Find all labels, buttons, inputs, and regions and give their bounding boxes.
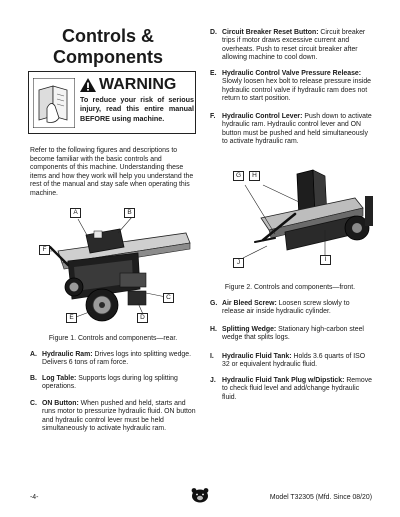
callout-e: E — [66, 313, 77, 323]
item-head: ON Button: — [42, 400, 79, 407]
page-title-line-2: Components — [53, 47, 163, 67]
page-title — [22, 26, 194, 68]
callout-g: G — [233, 171, 244, 181]
warning-box — [28, 71, 196, 134]
model-info: Model T32305 (Mfd. Since 08/20) — [269, 494, 372, 501]
item-text: Stationary high-carbon steel wedge that splits logs. — [222, 326, 364, 342]
figure-2-image — [205, 168, 375, 276]
item-head: Circuit Breaker Reset Button: — [222, 29, 319, 36]
list-item-i — [210, 353, 374, 370]
callout-j: J — [233, 258, 244, 268]
item-letter: D. — [210, 29, 217, 36]
callout-f: F — [39, 245, 50, 255]
log-splitter-front-illustration — [205, 168, 375, 276]
item-text: Circuit breaker trips if motor draws excessive current and overheats. Push to reset circuit breaker after allowing machine to cool down. — [222, 29, 366, 62]
list-item-j — [210, 377, 374, 402]
item-letter: I. — [210, 353, 214, 360]
callout-b: B — [124, 208, 135, 218]
item-text: Drives logs into splitting wedge. Delivers 6 tons of ram force. — [42, 351, 191, 367]
item-head: Air Bleed Screw: — [222, 300, 277, 307]
item-text: Push down to activate hydraulic ram. Hydraulic control lever and ON button must be pushed and held simultaneously to activate hydraulic ram. — [222, 113, 372, 146]
list-item-e — [210, 70, 374, 104]
item-text: Supports logs during log splitting operations. — [42, 375, 178, 391]
item-text: Remove to check fluid level and add/change hydraulic fluid. — [222, 377, 372, 401]
item-text: Holds 3.6 quarts of ISO 32 or equivalent hydraulic fluid. — [222, 353, 366, 369]
callout-i: I — [320, 255, 331, 265]
item-head: Hydraulic Ram: — [42, 351, 93, 358]
item-head: Hydraulic Fluid Tank: — [222, 353, 292, 360]
item-letter: B. — [30, 375, 37, 382]
item-letter: C. — [30, 400, 37, 407]
page-title-line-1: Controls & — [62, 26, 154, 46]
intro-paragraph: Refer to the following figures and descriptions to become familiar with the basic controls and components of this machine. Understanding these items and how they work will help you understand the rest of the manual and stay safe when operating this machine. — [30, 147, 194, 197]
item-text: Slowly loosen hex bolt to release pressure inside hydraulic control valve if hydraulic ram does not return to start position. — [222, 78, 371, 103]
figure-1-caption: Figure 1. Controls and components—rear. — [48, 335, 178, 342]
item-text: Loosen screw slowly to release air inside hydraulic cylinder. — [222, 300, 350, 316]
item-letter: E. — [210, 70, 217, 77]
list-item-a — [30, 351, 196, 368]
item-letter: H. — [210, 326, 217, 333]
item-head: Log Table: — [42, 375, 77, 382]
item-letter: F. — [210, 113, 216, 120]
item-head: Hydraulic Control Valve Pressure Release: — [222, 70, 362, 77]
callout-c: C — [163, 293, 174, 303]
warning-heading — [79, 75, 194, 94]
list-item-c — [30, 400, 196, 434]
list-item-h — [210, 326, 374, 343]
item-letter: G. — [210, 300, 218, 307]
callout-d: D — [137, 313, 148, 323]
list-item-b — [30, 375, 196, 392]
list-item-g — [210, 300, 374, 317]
figure-2-caption: Figure 2. Controls and components—front. — [224, 284, 356, 291]
item-head: Splitting Wedge: — [222, 326, 277, 333]
item-text: When pushed and held, starts and runs motor to pressurize hydraulic fluid. ON button and hydraulic control lever must be held simultaneously to activate hydraulic ram. — [42, 400, 196, 433]
item-head: Hydraulic Fluid Tank Plug w/Dipstick: — [222, 377, 345, 384]
list-item-d — [210, 29, 374, 63]
bear-logo-icon — [190, 487, 210, 503]
warning-text: To reduce your risk of serious injury, read this entire manual BEFORE using machine. — [80, 95, 194, 123]
list-item-f — [210, 113, 374, 147]
item-head: Hydraulic Control Lever: — [222, 113, 303, 120]
callout-h: H — [249, 171, 260, 181]
warning-triangle-icon — [79, 77, 97, 93]
item-letter: A. — [30, 351, 37, 358]
read-manual-icon — [33, 78, 75, 128]
page-number: -4- — [30, 494, 39, 501]
item-letter: J. — [210, 377, 216, 384]
callout-a: A — [70, 208, 81, 218]
figure-1-image — [28, 203, 194, 328]
warning-heading-text: WARNING — [99, 76, 177, 93]
log-splitter-rear-illustration — [28, 203, 194, 328]
